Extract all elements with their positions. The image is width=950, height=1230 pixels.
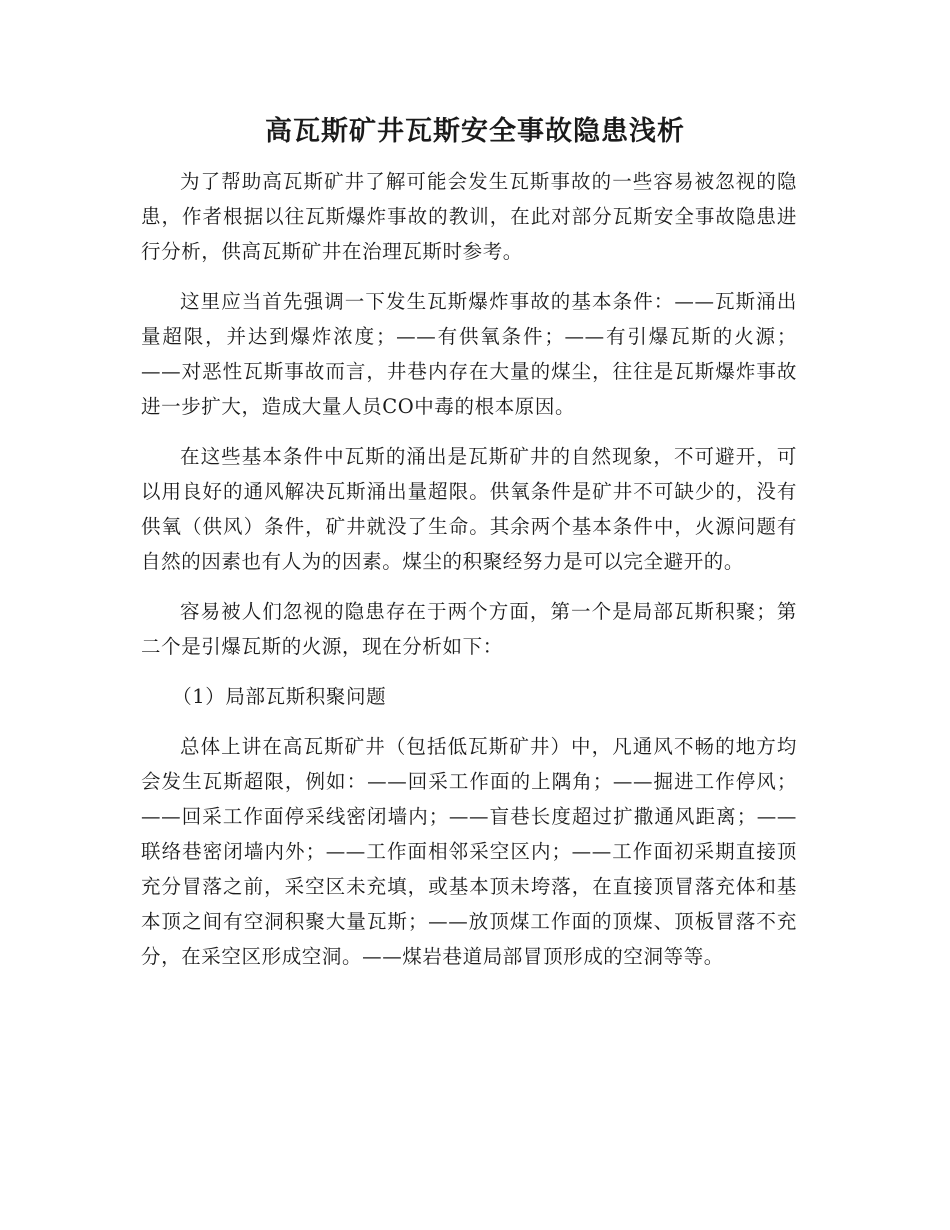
document-title: 高瓦斯矿井瓦斯安全事故隐患浅析 [265,116,685,147]
section-heading: （1）局部瓦斯积聚问题 [172,685,387,708]
paragraph-gas-accumulation: 总体上讲在高瓦斯矿井（包括低瓦斯矿井）中，凡通风不畅的地方均会发生瓦斯超限，例如：——回采工作面的上隅角；——掘进工作停风；——回采工作面停采线密闭墙内；——盲巷长度超过扩撒通风距离；——联络巷密闭墙内外；——工作面相邻采空区内；——工作面初采期直接顶充分冒落之前，采空区未充填，或基本顶未垮落，在直接顶冒落充体和基本顶之间有空洞积聚大量瓦斯；——放顶煤工作面的顶煤、顶板冒落不充分，在采空区形成空洞。——煤岩巷道局部冒顶形成的空洞等等。 [141,735,797,968]
paragraph-hidden-dangers: 容易被人们忽视的隐患存在于两个方面，第一个是局部瓦斯积聚；第二个是引爆瓦斯的火源，现在分析如下： [141,600,797,658]
paragraph-conditions-analysis: 在这些基本条件中瓦斯的涌出是瓦斯矿井的自然现象，不可避开，可以用良好的通风解决瓦斯涌出量超限。供氧条件是矿井不可缺少的，没有供氧（供风）条件，矿井就没了生命。其余两个基本条件中，火源问题有自然的因素也有人为的因素。煤尘的积聚经努力是可以完全避开的。 [141,445,797,573]
paragraph-basic-conditions: 这里应当首先强调一下发生瓦斯爆炸事故的基本条件：——瓦斯涌出量超限，并达到爆炸浓度；——有供氧条件；——有引爆瓦斯的火源；——对恶性瓦斯事故而言，井巷内存在大量的煤尘，往往是瓦斯爆炸事故进一步扩大，造成大量人员CO中毒的根本原因。 [141,290,797,418]
paragraph-intro: 为了帮助高瓦斯矿井了解可能会发生瓦斯事故的一些容易被忽视的隐患，作者根据以往瓦斯爆炸事故的教训，在此对部分瓦斯安全事故隐患进行分析，供高瓦斯矿井在治理瓦斯时参考。 [141,170,797,263]
document-body [141,164,797,989]
